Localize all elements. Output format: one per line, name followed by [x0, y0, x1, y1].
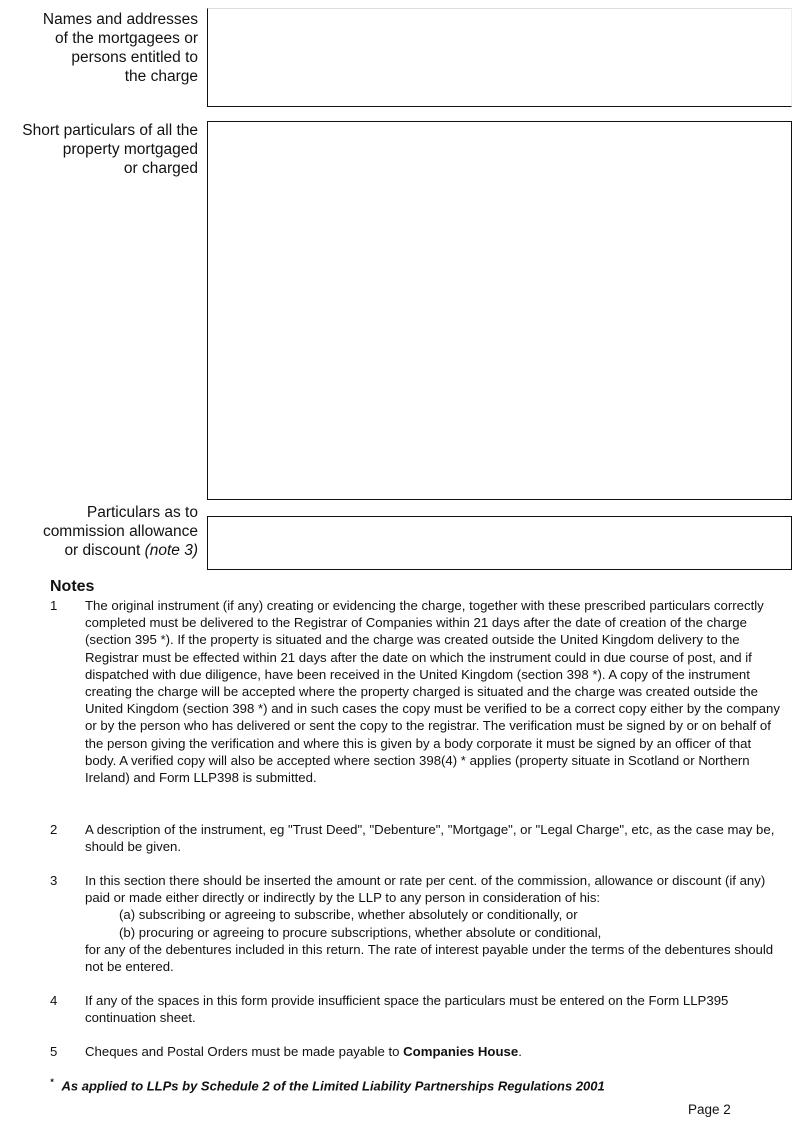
note-number: 5 — [50, 1044, 58, 1059]
commission-label-text: or discount — [64, 542, 141, 559]
property-label-line: or charged — [123, 160, 198, 177]
payee-name: Companies House — [403, 1044, 519, 1059]
commission-label-line — [0, 541, 198, 560]
note-outro: for any of the debentures included in this return. The rate of interest payable under the terms of the debentures should not be entered. — [85, 941, 774, 975]
note-text — [85, 1043, 785, 1060]
commission-label-line: Particulars as to — [86, 504, 198, 521]
commission-label — [0, 503, 198, 560]
mortgagees-label-line: the charge — [124, 68, 198, 85]
notes-heading: Notes — [50, 578, 95, 595]
note-text: The original instrument (if any) creating or evidencing the charge, together with these prescribed particulars correctly completed must be delivered to the Registrar of Companies within 21 days after the date of creation of the charge (section 395 *). If the property is situated and the charge was created outside the United Kingdom delivery to the Registrar must be effected within 21 days after the date on which the instrument could in due course of post, and if dispatched with due diligence, have been received in the United Kingdom (section 398 *). A copy of the instrument creating the charge will be accepted where the property charged is situated and the charge was created outside the United Kingdom (section 398 *) and in such cases the copy must be verified to be a correct copy either by the company or by the person who has delivered or sent the copy to the registrar. The verification must be signed by or on behalf of the person giving the verification and where this is given by a body corporate it must be signed by an officer of that body. A verified copy will also be accepted where section 398(4) * applies (property situate in Scotland or Northern Ireland) and Form LLP398 is submitted. — [85, 598, 780, 786]
property-label-line: property mortgaged — [62, 141, 198, 158]
mortgagees-label-line: Names and addresses — [42, 11, 198, 28]
property-field[interactable] — [207, 121, 792, 500]
note-text-part: Cheques and Postal Orders must be made payable to — [85, 1044, 404, 1059]
mortgagees-label-line: persons entitled to — [71, 49, 198, 66]
mortgagees-field[interactable] — [207, 8, 792, 107]
note-subitem-a: (a) subscribing or agreeing to subscribe, whether absolutely or conditionally, or — [119, 907, 578, 923]
commission-field[interactable] — [207, 516, 792, 570]
property-label-line: Short particulars of all the — [22, 122, 198, 139]
note-subitem-b: (b) procuring or agreeing to procure subscriptions, whether absolute or conditional, — [119, 924, 602, 940]
page-number: Page 2 — [688, 1102, 731, 1117]
note-number: 4 — [50, 993, 58, 1008]
footnote-text: As applied to LLPs by Schedule 2 of the Limited Liability Partnerships Regulations 2001 — [61, 1078, 605, 1094]
note-text-part: . — [518, 1044, 522, 1059]
note-text: A description of the instrument, eg "Trust Deed", "Debenture", "Mortgage", or "Legal Charge", etc, as the case may be, should be given. — [85, 822, 775, 855]
note-number: 1 — [50, 598, 58, 613]
note-number: 2 — [50, 822, 58, 837]
commission-label-line: commission allowance — [42, 523, 198, 540]
commission-note-ref: (note 3) — [144, 542, 198, 559]
note-number: 3 — [50, 873, 58, 888]
footnote — [50, 1077, 605, 1093]
note-text: If any of the spaces in this form provide insufficient space the particulars must be entered on the Form LLP395 continuation sheet. — [85, 993, 729, 1026]
note-intro: In this section there should be inserted the amount or rate per cent. of the commission, allowance or discount (if any) paid or made either directly or indirectly by the LLP to any person in consideration of his: — [85, 873, 766, 906]
note-text — [85, 872, 785, 975]
mortgagees-label-line: of the mortgagees or — [54, 30, 198, 47]
property-label — [0, 121, 198, 178]
asterisk-icon: * — [50, 1077, 54, 1087]
mortgagees-label — [0, 10, 198, 86]
